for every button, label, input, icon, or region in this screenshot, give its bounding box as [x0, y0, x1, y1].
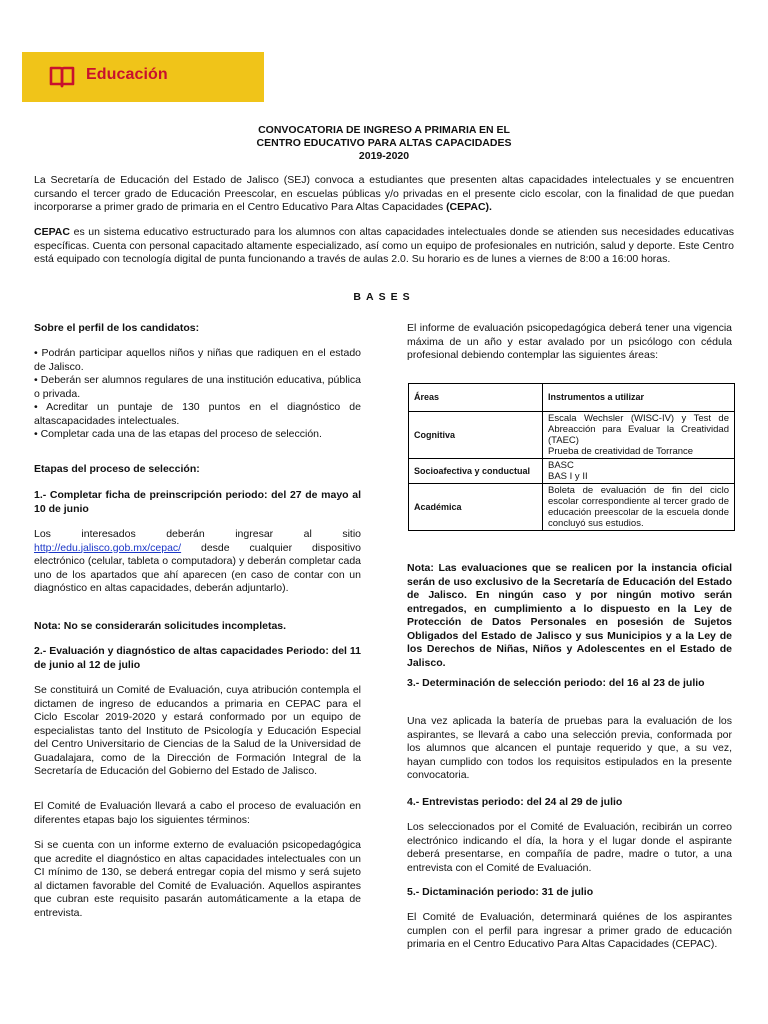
bullet-item: • Deberán ser alumnos regulares de una institución educativa, pública o privada.: [34, 374, 361, 400]
perfil-heading: Sobre el perfil de los candidatos:: [34, 322, 200, 334]
table-header-instruments: Instrumentos a utilizar: [543, 384, 735, 412]
cepac-bold: CEPAC: [34, 226, 70, 238]
bullet-list: [34, 347, 361, 442]
table-cell-area: Académica: [409, 484, 543, 531]
table-cell-instrument: [543, 484, 735, 531]
table-header-row: [409, 384, 735, 412]
instrument-line: Boleta de evaluación de fin del ciclo escolar correspondiente al tercer grado de educación preescolar de la escuela donde concluyó sus estudios.: [548, 485, 729, 529]
bullet-item: • Podrán participar aquellos niños y niñas que radiquen en el estado de Jalisco.: [34, 347, 361, 373]
note-data-protection: Nota: Las evaluaciones que se realicen por la instancia oficial serán de uso exclusivo de la Secretaría de Educación del Estado de Jalisco. En ningún caso y por ningún motivo serán entregados, en cumplimiento a lo dispuesto en la Ley de Protección de Datos Personales en posesión de Sujetos Obligados del Estado de Jalisco y sus Municipios y a la Ley de los Derechos de Niñas, Niños y Adolescentes en el Estado de Jalisco.: [407, 562, 732, 669]
open-book-icon: [49, 65, 75, 89]
table-cell-area: Socioafectiva y conductual: [409, 459, 543, 484]
bullet-item: • Completar cada una de las etapas del proceso de selección.: [34, 428, 322, 440]
table-cell-instrument: [543, 412, 735, 459]
step2-paragraph-2: El Comité de Evaluación llevará a cabo el proceso de evaluación en diferentes etapas bajo los siguientes términos:: [34, 800, 361, 826]
instrument-line: BAS I y II: [548, 471, 588, 482]
step2-paragraph-1: Se constituirá un Comité de Evaluación, cuya atribución contempla el dictamen de ingreso de educandos a primaria en CEPAC para el Ciclo Escolar 2019-2020 y estará conformado por un equipo de especialistas tanto del Instituto de Psicología y Educación Especial del Centro Universitario de Ciencias de la Salud de la Universidad de Guadalajara, como de la Dirección de Formación Integral de la Secretaría de Educación del Gobierno del Estado de Jalisco.: [34, 684, 361, 777]
step1-text: [34, 528, 361, 596]
table-row: [409, 484, 735, 531]
step1-text-post: desde cualquier dispositivo electrónico (celular, tableta o computadora) y deberán completar cada uno de los apartados que ahí aparecen (en caso de contar con un diagnóstico en altas capacidades, deberán adjuntarlo).: [34, 541, 361, 594]
brand-name: Educación: [86, 66, 168, 83]
step5-text: El Comité de Evaluación, determinará quiénes de los aspirantes cumplen con el perfil para ingresar a primer grado de educación primaria en el Centro Educativo Para Altas Capacidades (CEPAC).: [407, 911, 732, 950]
intro-paragraph: [34, 174, 734, 215]
step2-heading: 2.- Evaluación y diagnóstico de altas capacidades Periodo: del 11 de junio al 12 de julio: [34, 645, 361, 671]
table-cell-area: Cognitiva: [409, 412, 543, 459]
step2-paragraph-3: Si se cuenta con un informe externo de evaluación psicopedagógica que acredite el diagnóstico en altas capacidades intelectuales con un CI mínimo de 130, se deberá entregar copia del mismo y será sujeto al dictamen favorable del Comité de Evaluación. Aquellos aspirantes que cubran este requisito pasarán automáticamente a la etapa de entrevista.: [34, 839, 361, 919]
step1-text-pre: Los interesados deberán ingresar al sitio: [34, 528, 361, 540]
table-cell-instrument: [543, 459, 735, 484]
header-banner: [22, 52, 264, 102]
step3-heading: 3.- Determinación de selección periodo: del 16 al 23 de julio: [407, 677, 705, 689]
step4-text: Los seleccionados por el Comité de Evaluación, recibirán un correo electrónico indicando el día, la hora y el lugar donde el aspirante deberá presentarse, en compañía de padre, madre o tutor, a una entrevista con el Comité de Evaluación.: [407, 821, 732, 874]
step3-text: Una vez aplicada la batería de pruebas para la evaluación de los aspirantes, se llevará a cabo una selección previa, conformada por los alumnos que alcancen el puntaje requerido y que, a su vez, hayan cumplido con todos los requisitos estipulados en la presente convocatoria.: [407, 715, 732, 781]
informe-paragraph: El informe de evaluación psicopedagógica deberá tener una vigencia máxima de un año y estar avalado por un psicólogo con cédula profesional debiendo contemplar las siguientes áreas:: [407, 322, 732, 361]
table-row: [409, 459, 735, 484]
instrument-line: BASC: [548, 460, 574, 471]
instruments-table: [408, 383, 735, 531]
intro-text: La Secretaría de Educación del Estado de Jalisco (SEJ) convoca a estudiantes que presenten altas capacidades intelectuales y se encuentren cursando el tercer grado de Educación Preescolar, en escuelas públicas y/o privadas en el presente ciclo escolar, con la finalidad de que puedan incorporarse a primer grado de primaria en el Centro Educativo Para Altas Capacidades: [34, 174, 734, 213]
document-title-line2: CENTRO EDUCATIVO PARA ALTAS CAPACIDADES: [256, 137, 512, 149]
document-title-year: 2019-2020: [358, 150, 410, 162]
cepac-text: es un sistema educativo estructurado para los alumnos con altas capacidades intelectuales donde se atienden sus necesidades educativas específicas. Cuenta con personal capacitado altamente especializado, así como un equipo de profesionales en nutrición, salud y deporte. Este Centro está equipado con tecnología digital de punta funcionando a través de aulas 2.0. Su horario es de lunes a viernes de 8:00 a 16:00 horas.: [34, 226, 734, 265]
step5-heading: 5.- Dictaminación periodo: 31 de julio: [407, 886, 594, 898]
instrument-line: Escala Wechsler (WISC-IV) y Test de Abreacción para Evaluar la Creatividad (TAEC): [548, 413, 729, 446]
bullet-item: • Acreditar un puntaje de 130 puntos en el diagnóstico de altascapacidades intelectuales.: [34, 401, 361, 427]
table-row: [409, 412, 735, 459]
note-incomplete: Nota: No se considerarán solicitudes incompletas.: [34, 620, 287, 632]
instrument-line: Prueba de creatividad de Torrance: [548, 446, 694, 457]
cepac-site-link[interactable]: http://edu.jalisco.gob.mx/cepac/: [34, 541, 182, 554]
bases-heading: BASES: [353, 291, 415, 303]
step4-heading: 4.- Entrevistas periodo: del 24 al 29 de julio: [407, 796, 623, 808]
document-title-line1: CONVOCATORIA DE INGRESO A PRIMARIA EN EL: [258, 124, 510, 136]
step1-heading: 1.- Completar ficha de preinscripción periodo: del 27 de mayo al 10 de junio: [34, 489, 361, 515]
table-header-areas: Áreas: [409, 384, 543, 412]
intro-cepac-bold: (CEPAC).: [446, 201, 492, 213]
cepac-paragraph: [34, 226, 734, 267]
etapas-heading: Etapas del proceso de selección:: [34, 463, 200, 475]
